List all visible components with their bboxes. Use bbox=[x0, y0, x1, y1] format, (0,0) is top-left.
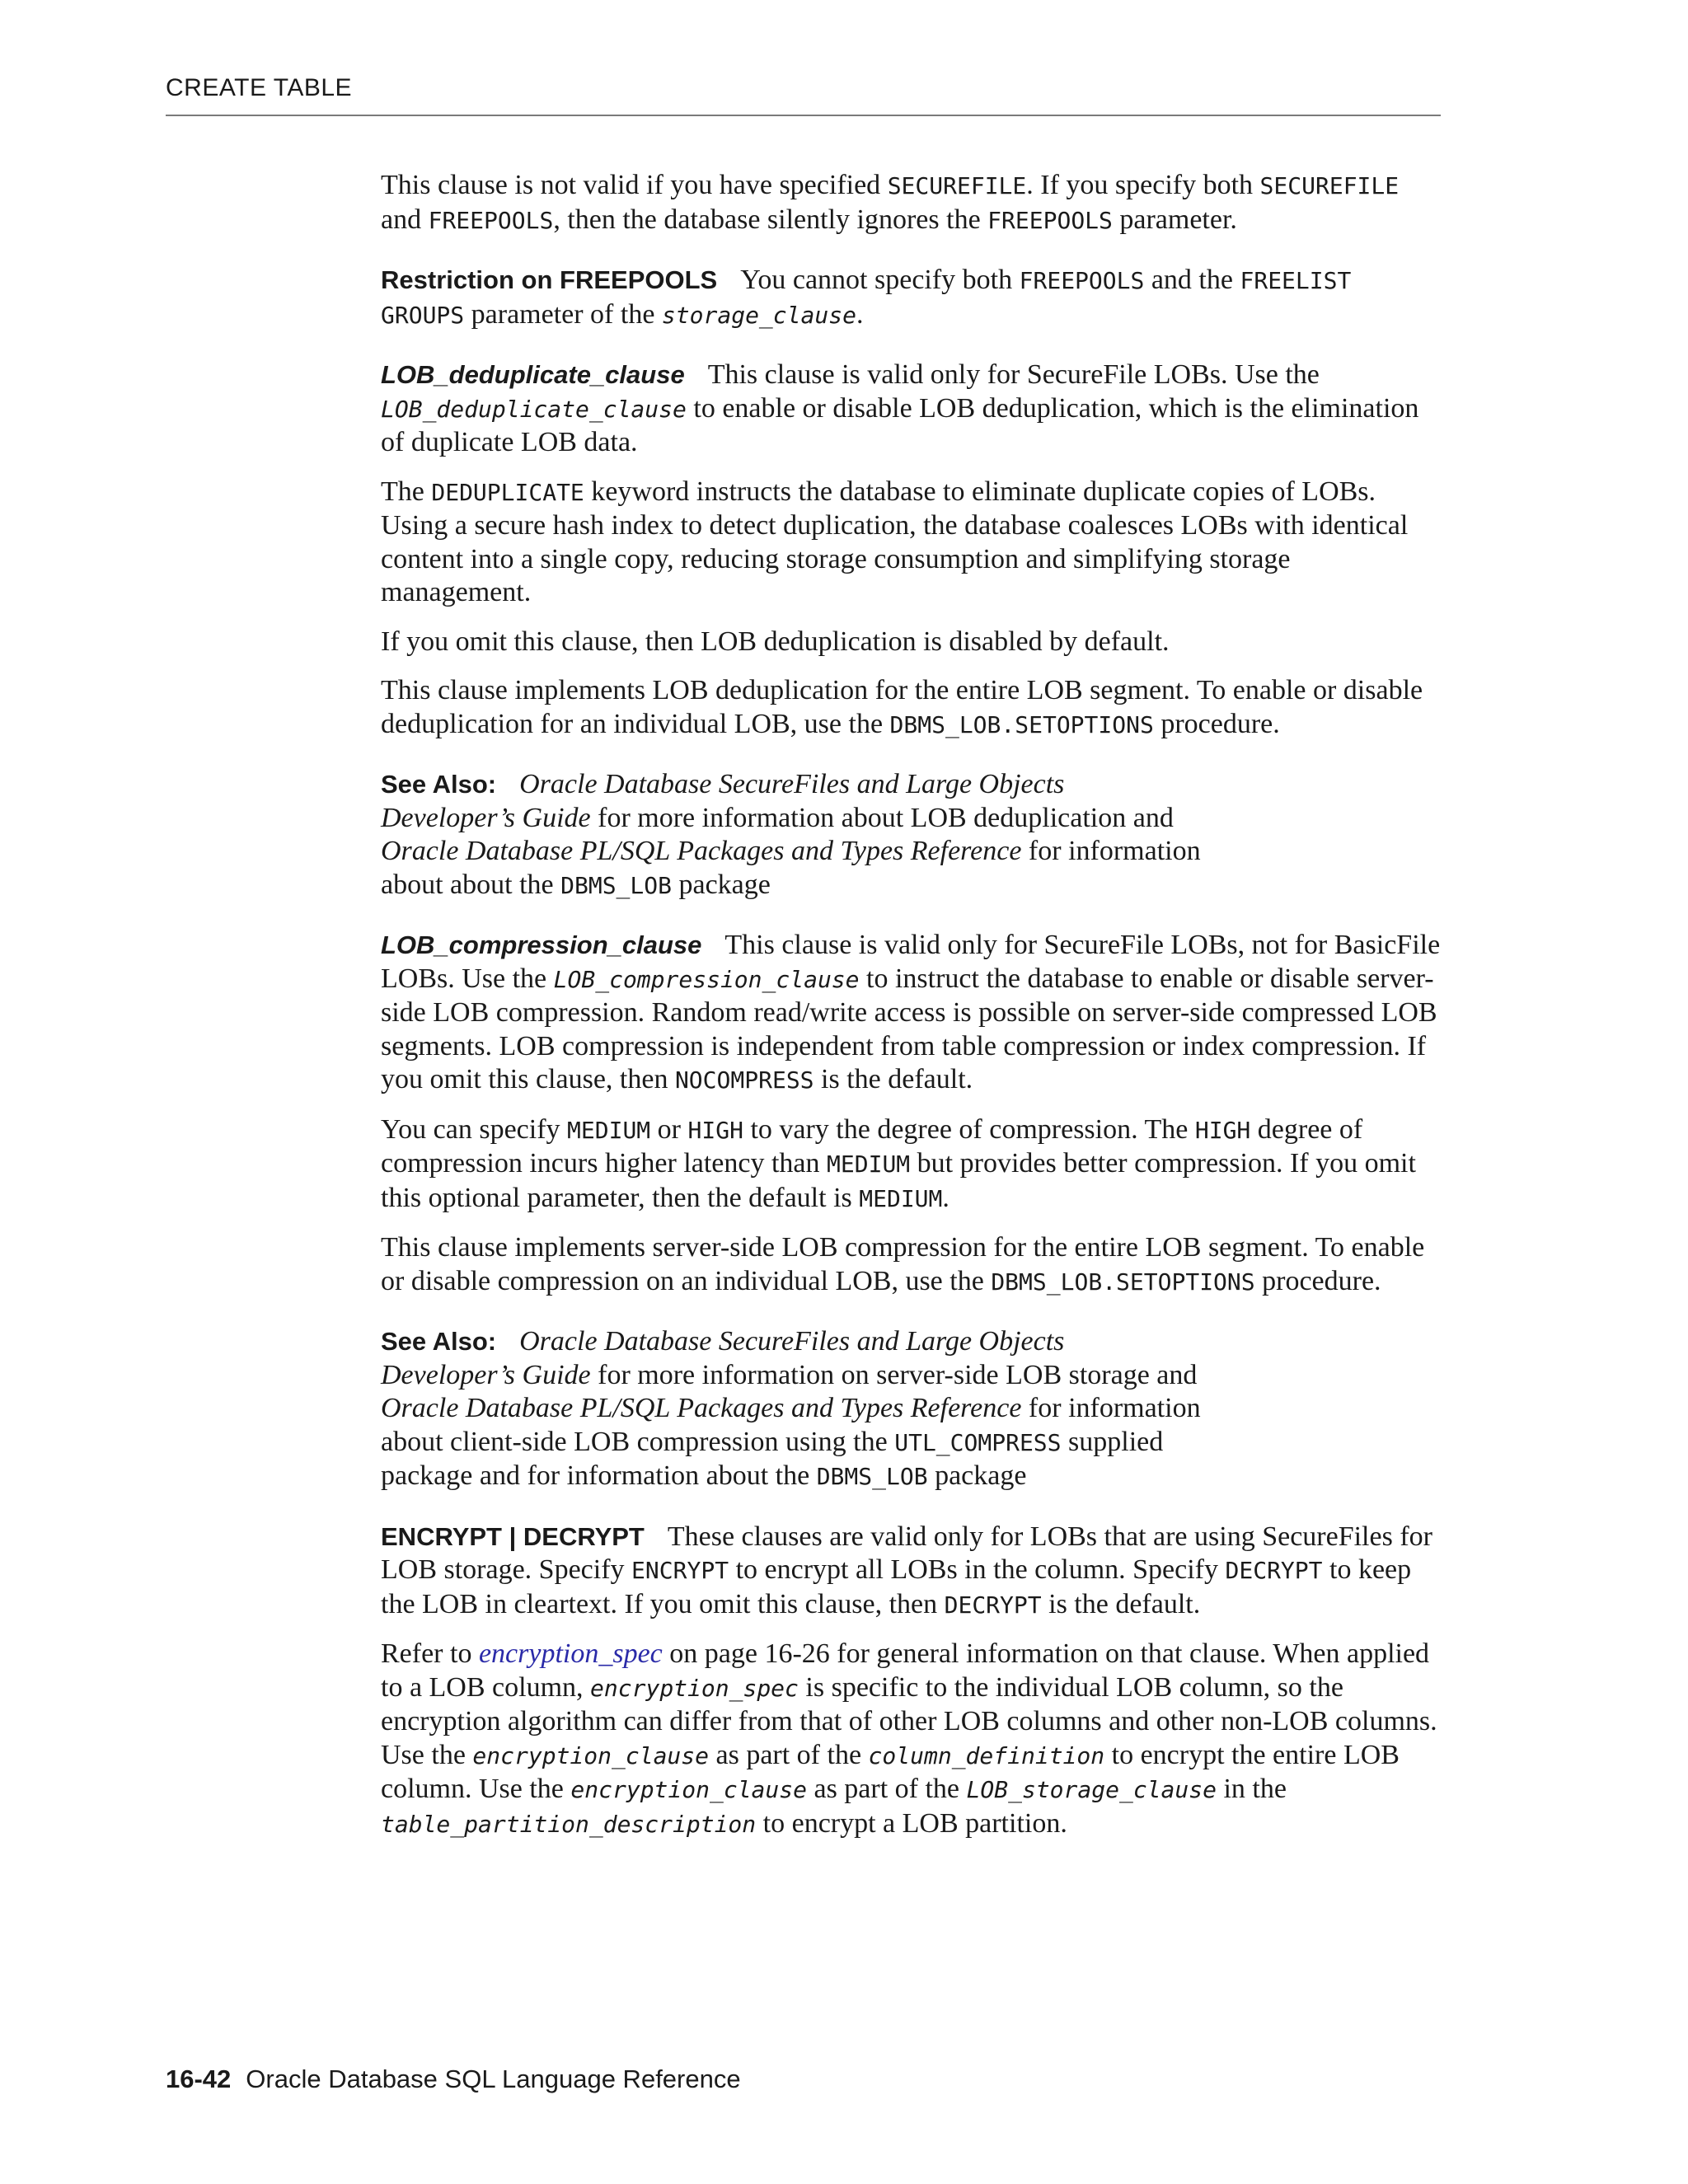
encrypt-decrypt-paragraph: ENCRYPT | DECRYPT These clauses are valid only for LOBs that are using SecureFiles for LOB storage. Specify ENCRYPT to encrypt all LOBs in the column. Specify DECRYPT to keep the LOB in cleartext. If you omit this clause, then DECRYPT is the default. bbox=[381, 1521, 1432, 1619]
running-header: CREATE TABLE bbox=[166, 74, 353, 101]
deduplicate-heading: LOB_deduplicate_clause bbox=[381, 360, 685, 389]
page-number: 16-42 bbox=[166, 2064, 232, 2093]
encryption-spec-link[interactable]: encryption_spec bbox=[478, 1638, 663, 1669]
encryption-spec-paragraph: Refer to encryption_spec on page 16-26 for general information on that clause. When applied to a LOB column, encryption_spec is specific to the individual LOB column, so the encryption algorithm can differ from that of other LOB columns and other non-LOB columns. Use the encryption_clause as part of the column_definition to encrypt the entire LOB column. Use the encryption_clause as part of the LOB_storage_clause in the table_partition_description to encrypt a LOB partition. bbox=[381, 1638, 1437, 1839]
restriction-heading: Restriction on FREEPOOLS bbox=[381, 265, 718, 294]
securefile-note-paragraph: This clause is not valid if you have specified SECUREFILE. If you specify both SECUREFILE and FREEPOOLS, then the database silently ignores the FREEPOOLS parameter. bbox=[381, 170, 1400, 235]
deduplicate-segment-paragraph: This clause implements LOB deduplication for the entire LOB segment. To enable or disable deduplication for an individual LOB, use the DBMS_LOB.SETOPTIONS procedure. bbox=[381, 675, 1423, 739]
compression-segment-paragraph: This clause implements server-side LOB compression for the entire LOB segment. To enable or disable compression on an individual LOB, use the DBMS_LOB.SETOPTIONS procedure. bbox=[381, 1232, 1425, 1296]
page-footer bbox=[166, 2064, 741, 2094]
restriction-freepools-paragraph: Restriction on FREEPOOLS You cannot specify both FREEPOOLS and the FREELIST GROUPS parameter of the storage_clause. bbox=[381, 265, 1352, 330]
see-also-compression: See Also: Oracle Database SecureFiles and Large Objects Developer’s Guide for more information on server-side LOB storage and Oracle Database PL/SQL Packages and Types Reference for information about client-side LOB compression using the UTL_COMPRESS supplied package and for information about the DBMS_LOB package bbox=[381, 1326, 1201, 1491]
header-rule bbox=[166, 115, 1441, 116]
see-also-deduplication: See Also: Oracle Database SecureFiles and Large Objects Developer’s Guide for more information about LOB deduplication and Oracle Database PL/SQL Packages and Types Reference for information about about the DBMS_LOB package bbox=[381, 769, 1201, 900]
deduplicate-keyword-paragraph: The DEDUPLICATE keyword instructs the database to eliminate duplicate copies of LOBs. Using a secure hash index to detect duplication, the database coalesces LOBs with identical content into a single copy, reducing storage consumption and simplifying storage management. bbox=[381, 476, 1409, 607]
encrypt-decrypt-heading: ENCRYPT | DECRYPT bbox=[381, 1521, 645, 1551]
compression-clause-paragraph: LOB_compression_clause This clause is valid only for SecureFile LOBs, not for BasicFile LOBs. Use the LOB_compression_clause to instruct the database to enable or disable server-side LOB compression. Random read/write access is possible on server-side compressed LOB segments. LOB compression is independent from table compression or index compression. If you omit this clause, then NOCOMPRESS is the default. bbox=[381, 930, 1441, 1094]
page-body bbox=[381, 169, 1444, 1841]
deduplicate-default-paragraph: If you omit this clause, then LOB deduplication is disabled by default. bbox=[381, 626, 1170, 657]
book-title: Oracle Database SQL Language Reference bbox=[246, 2064, 741, 2093]
deduplicate-clause-paragraph: LOB_deduplicate_clause This clause is valid only for SecureFile LOBs. Use the LOB_deduplicate_clause to enable or disable LOB deduplication, which is the elimination of duplicate LOB data. bbox=[381, 359, 1419, 457]
compression-degree-paragraph: You can specify MEDIUM or HIGH to vary the degree of compression. The HIGH degree of compression incurs higher latency than MEDIUM but provides better compression. If you omit this optional parameter, then the default is MEDIUM. bbox=[381, 1113, 1416, 1213]
compression-heading: LOB_compression_clause bbox=[381, 930, 702, 959]
